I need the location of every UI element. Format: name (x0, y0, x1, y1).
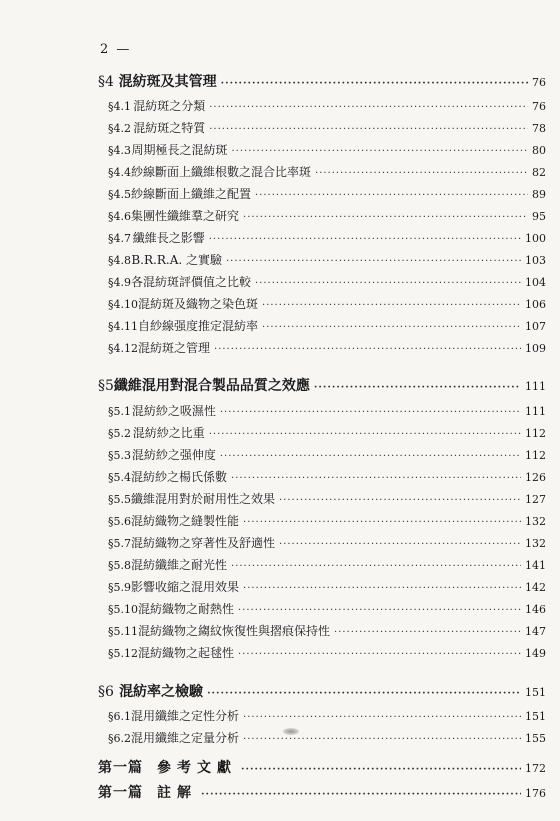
dot-leader (243, 712, 521, 723)
dot-leader (262, 300, 521, 311)
dot-leader (262, 322, 521, 333)
item-title: 混紡織物之穿著性及舒適性 (131, 536, 276, 550)
toc-item[interactable] (0, 251, 560, 271)
item-number: §4.7 (108, 232, 131, 245)
page-ref: 142 (525, 581, 546, 594)
part-label: 第一篇 (98, 760, 143, 776)
item-number: §4.11 (108, 320, 138, 333)
dot-leader (279, 539, 521, 550)
dot-leader (314, 382, 521, 393)
page-ref: 141 (525, 559, 546, 572)
dot-leader (231, 561, 521, 572)
dot-leader (209, 102, 528, 113)
item-title: 各混紡斑評價值之比較 (131, 275, 252, 289)
item-number: §4.8 (108, 254, 131, 267)
item-title: 混用纖維之定量分析 (131, 731, 240, 745)
toc-item[interactable] (0, 402, 560, 422)
page-number-header: 2 — (100, 42, 132, 57)
toc-item[interactable] (0, 141, 560, 161)
ink-smudge (283, 728, 299, 735)
dot-leader (334, 627, 521, 638)
toc-section-6[interactable] (0, 681, 560, 701)
page-ref: 155 (525, 732, 546, 745)
page-ref: 172 (525, 762, 546, 775)
toc-item[interactable] (0, 207, 560, 227)
item-title: 混紡斑之分類 (133, 99, 206, 113)
item-number: §5.2 (108, 427, 131, 440)
item-number: §6.2 (108, 732, 131, 745)
dot-leader (315, 168, 528, 179)
item-title: 混紡纖維之耐光性 (131, 558, 228, 572)
section-number: §5 (98, 378, 114, 394)
toc-item[interactable] (0, 273, 560, 293)
section-title: 混紡率之檢驗 (119, 684, 204, 700)
page-ref: 100 (525, 232, 546, 245)
page-ref: 132 (525, 537, 546, 550)
dot-leader (221, 78, 528, 89)
item-title: 混紡織物之起毬性 (138, 646, 235, 660)
page-ref: 147 (525, 625, 546, 638)
page-ref: 80 (532, 144, 546, 157)
page-ref: 149 (525, 647, 546, 660)
toc-item[interactable] (0, 97, 560, 117)
toc-item[interactable] (0, 622, 560, 642)
part-label: 第一篇 (98, 785, 143, 801)
page-ref: 176 (525, 787, 546, 800)
section-title: 混紡斑及其管理 (118, 74, 217, 90)
page-ref: 109 (525, 342, 546, 355)
dot-leader (255, 278, 521, 289)
toc-item[interactable] (0, 468, 560, 488)
toc-notes[interactable] (0, 782, 560, 802)
toc-item[interactable] (0, 512, 560, 532)
item-number: §5.3 (108, 449, 131, 462)
item-title: 纖維混用對於耐用性之效果 (131, 492, 276, 506)
page-ref: 151 (525, 710, 546, 723)
item-number: §4.12 (108, 342, 138, 355)
dot-leader (255, 190, 528, 201)
toc-item[interactable] (0, 317, 560, 337)
item-title: 紗線斷面上纖維根數之混合比率斑 (131, 165, 312, 179)
item-number: §4.3 (108, 144, 131, 157)
item-number: §5.9 (108, 581, 131, 594)
page-ref: 107 (525, 320, 546, 333)
item-title: 混紡紗之吸濕性 (131, 404, 216, 418)
toc-references[interactable] (0, 757, 560, 777)
page-ref: 78 (532, 122, 546, 135)
item-title: B.R.R.A. 之實驗 (131, 253, 222, 267)
item-number: §4.1 (108, 100, 131, 113)
toc-item[interactable] (0, 295, 560, 315)
page-ref: 111 (525, 405, 546, 418)
page-ref: 111 (525, 380, 546, 393)
dot-leader (220, 407, 521, 418)
reference-title: 註解 (157, 785, 197, 801)
toc-item[interactable] (0, 556, 560, 576)
dot-leader (243, 734, 521, 745)
item-number: §4.6 (108, 210, 131, 223)
dot-leader (279, 495, 521, 506)
item-number: §5.5 (108, 493, 131, 506)
dot-leader (209, 234, 521, 245)
toc-section-4[interactable] (0, 71, 560, 91)
page-ref: 76 (532, 76, 546, 89)
item-number: §4.10 (108, 298, 138, 311)
dot-leader (201, 789, 521, 800)
toc-item[interactable] (0, 534, 560, 554)
page-ref: 106 (525, 298, 546, 311)
page-ref: 132 (525, 515, 546, 528)
dot-leader (214, 344, 521, 355)
item-number: §5.7 (108, 537, 131, 550)
reference-title: 參考文獻 (157, 760, 237, 776)
page-ref: 151 (525, 686, 546, 699)
item-title: 自紗線强度推定混紡率 (138, 319, 259, 333)
toc-item[interactable] (0, 339, 560, 359)
dot-leader (207, 688, 521, 699)
item-title: 混紡紗之比重 (132, 426, 205, 440)
section-number: §4 (98, 74, 114, 90)
item-title: 纖維長之影響 (132, 231, 205, 245)
item-title: 混紡斑之管理 (138, 341, 211, 355)
item-number: §5.12 (108, 647, 138, 660)
item-title: 混紡織物之縐紋恢復性與摺痕保持性 (138, 624, 331, 638)
section-number: §6 (98, 684, 114, 700)
toc-item[interactable] (0, 600, 560, 620)
item-title: 影響收縮之混用效果 (131, 580, 240, 594)
dot-leader (209, 429, 521, 440)
dot-leader (209, 124, 528, 135)
item-title: 周期極長之混紡斑 (131, 143, 228, 157)
item-title: 混紡紗之强伸度 (131, 448, 216, 462)
dot-leader (226, 256, 521, 267)
toc-item[interactable] (0, 729, 560, 749)
toc-item[interactable] (0, 644, 560, 664)
item-number: §4.4 (108, 166, 131, 179)
item-title: 集團性纖維羣之研究 (131, 209, 240, 223)
page-ref: 127 (525, 493, 546, 506)
item-title: 混紡斑之特質 (133, 121, 206, 135)
item-title: 混用纖維之定性分析 (131, 709, 240, 723)
toc-item[interactable] (0, 578, 560, 598)
dot-leader (243, 212, 528, 223)
page-ref: 103 (525, 254, 546, 267)
dot-leader (243, 583, 521, 594)
page-ref: 146 (525, 603, 546, 616)
toc-item[interactable] (0, 446, 560, 466)
item-number: §4.5 (108, 188, 131, 201)
dot-leader (241, 764, 521, 775)
page-ref: 112 (525, 427, 546, 440)
item-number: §5.10 (108, 603, 138, 616)
page-ref: 82 (532, 166, 546, 179)
page-ref: 89 (532, 188, 546, 201)
item-number: §6.1 (108, 710, 131, 723)
dot-leader (231, 146, 528, 157)
toc-item[interactable] (0, 490, 560, 510)
toc-item[interactable] (0, 424, 560, 444)
item-title: 混紡織物之縫製性能 (131, 514, 240, 528)
dot-leader (238, 649, 521, 660)
toc-item[interactable] (0, 185, 560, 205)
toc-item[interactable] (0, 119, 560, 139)
item-number: §5.1 (108, 405, 131, 418)
dot-leader (238, 605, 521, 616)
item-title: 混紡斑及織物之染色斑 (138, 297, 259, 311)
page-ref: 126 (525, 471, 546, 484)
dot-leader (243, 517, 521, 528)
item-number: §5.11 (108, 625, 138, 638)
toc-section-5[interactable] (0, 375, 560, 395)
page-ref: 95 (532, 210, 546, 223)
item-title: 混紡紗之楊氏係數 (131, 470, 228, 484)
toc-item[interactable] (0, 707, 560, 727)
item-number: §5.8 (108, 559, 131, 572)
item-number: §5.4 (108, 471, 131, 484)
item-number: §4.2 (108, 122, 131, 135)
item-title: 混紡織物之耐熱性 (138, 602, 235, 616)
page-ref: 112 (525, 449, 546, 462)
dot-leader (231, 473, 521, 484)
item-number: §4.9 (108, 276, 131, 289)
dot-leader (220, 451, 521, 462)
section-title: 纖維混用對混合製品品質之效應 (113, 378, 310, 394)
toc-item[interactable] (0, 163, 560, 183)
page-ref: 104 (525, 276, 546, 289)
toc-item[interactable] (0, 229, 560, 249)
page-ref: 76 (532, 100, 546, 113)
item-title: 紗線斷面上纖維之配置 (131, 187, 252, 201)
item-number: §5.6 (108, 515, 131, 528)
